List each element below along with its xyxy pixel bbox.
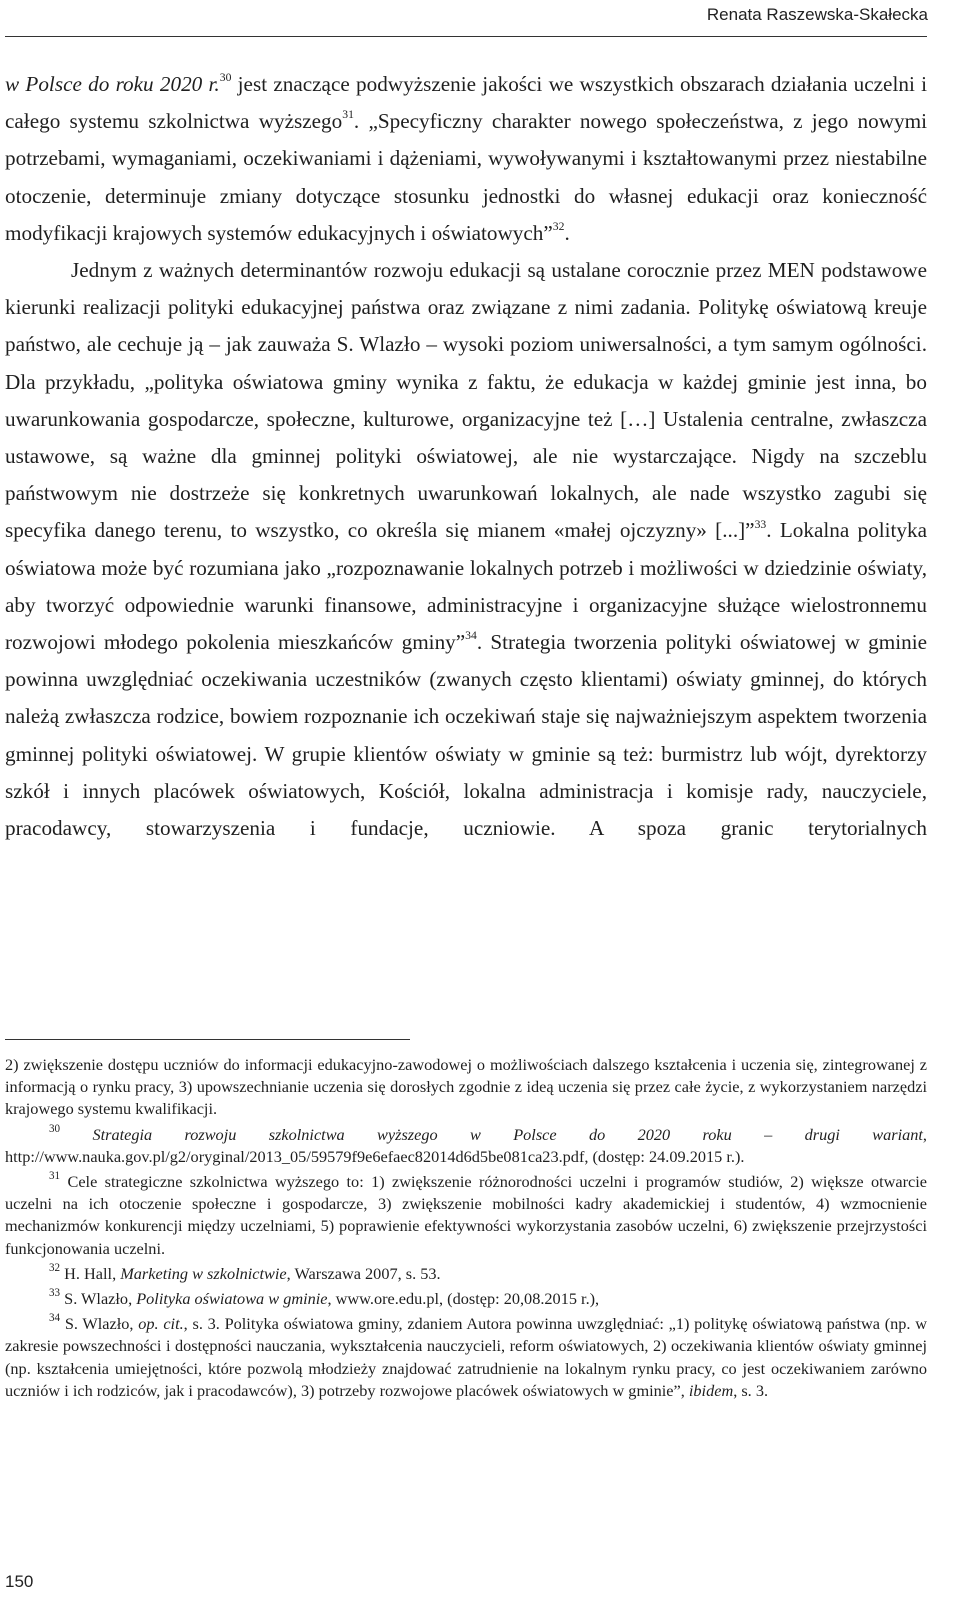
footnote-ref-30[interactable]: 30 <box>219 71 232 85</box>
footnote-34 <box>5 1313 927 1402</box>
footnote-33-title: Polityka oświatowa w gminie <box>136 1289 328 1309</box>
footnote-30 <box>5 1124 927 1168</box>
footnote-31 <box>5 1171 927 1260</box>
paragraph-2-text-c: . Strategia tworzenia polityki oświatowej w gminie powinna uwzględniać oczekiwania uczestników (zwanych często klientami) oświaty gminnej, do których należą zwłaszcza rodzice, bowiem rozpoznanie ich oczekiwań staje się najważniejszym aspektem tworzenia gminnej polityki oświatowej. W grupie klientów oświaty w gminie są też: burmistrz lub wójt, dyrektorzy szkół i innych placówek oświatowych, Kościół, lokalna administracja i komisje rady, nauczyciele, pracodawcy, stowarzyszenia i fundacje, uczniowie. A spoza granic terytorialnych <box>5 630 927 841</box>
footnote-continuation: 2) zwiększenie dostępu uczniów do informacji edukacyjno-zawodowej o możliwościach dalszego kształcenia i uczenia się, zintegrowanej z informacją o rynku pracy, 3) upowszechnianie uczenia się dorosłych zgodnie z ideą uczenia się przez całe życie, z wykorzystaniem narzędzi krajowego systemu kwalifikacji. <box>5 1055 927 1119</box>
footnote-32-title: Marketing w szkolnictwie <box>120 1263 287 1283</box>
paragraph-1-text-a: jest znaczące podwyższenie jakości we wszystkich obszarach działania uczelni i całego systemu szkolnictwa wyższego <box>5 72 927 134</box>
footnote-34-end: , s. 3. <box>733 1380 769 1400</box>
footnote-31-text: Cele strategiczne szkolnictwa wyższego to: 1) zwiększenie różnorodności uczelni i programów studiów, 2) większe otwarcie uczelni na ich otoczenie społeczne i gospodarcze, 3) zwiększenie mobilności kadry akademickiej i studentów, 4) wzmocnienie mechanizmów konkurencji między uczelniami, 5) poprawienie efektywności wykorzystania zasobów uczelni, 6) zwiększenie przejrzystości funkcjonowania uczelni. <box>5 1172 928 1258</box>
footnote-31-number: 31 <box>49 1169 61 1182</box>
running-head-author: Renata Raszewska-Skałecka <box>706 5 928 24</box>
footnote-34-text: , s. 3. Polityka oświatowa gminy, zdaniem Autora powinna uwzględniać: „1) politykę oświatową państwa (np. w zakresie powszechności i dostępności nauczania, wykształcenia nauczycieli, reform oświatowych, 2) oczekiwania klientów oświaty gminnej (np. kształcenia umiejętności, które pozwolą młodzieży znajdować zatrudnienie na lokalnym rynku pracy, co jest oczekiwaniem zarówno uczniów i ich rodziców, jak i pracodawców), 3) potrzeby rozwojowe placówek oświatowych w gminie”, <box>5 1314 927 1400</box>
footnote-33-number: 33 <box>49 1286 61 1299</box>
paragraph-1-text-c: . <box>564 220 570 245</box>
footnote-33 <box>5 1288 927 1310</box>
paragraph-1-text-b: . „Specyficzny charakter nowego społeczeństwa, z jego nowymi potrzebami, wymaganiami, oczekiwaniami i dążeniami, wywoływanymi i kształtowanymi przez niestabilne otoczenie, determinuje zmiany dotyczące stosunku jednostki do własnej edukacji oraz konieczność modyfikacji krajowych systemów edukacyjnych i oświatowych” <box>5 109 927 245</box>
footnote-30-number: 30 <box>49 1122 61 1135</box>
footnote-32-author: H. Hall, <box>64 1263 121 1283</box>
footnote-ref-33[interactable]: 33 <box>754 517 767 531</box>
paragraph-2-text-b: . Lokalna polityka oświatowa może być rozumiana jako „rozpoznawanie lokalnych potrzeb i możliwości w dziedzinie oświaty, aby tworzyć odpowiednie warunki finansowe, administracyjne i organizacyjne służące wielostronnemu rozwojowi młodego pokolenia mieszkańców gminy” <box>5 518 927 655</box>
main-text <box>5 66 927 847</box>
paragraph-1-lead: w Polsce do roku 2020 r. <box>5 72 220 96</box>
page-number: 150 <box>5 1572 34 1591</box>
footnote-34-number: 34 <box>49 1312 61 1325</box>
footnote-ref-32[interactable]: 32 <box>552 220 565 234</box>
paragraph-2-text-a: Jednym z ważnych determinantów rozwoju edukacji są ustalane corocznie przez MEN podstawowe kierunki realizacji polityki edukacyjnej państwa oraz związane z nimi zadania. Politykę oświatową kreuje państwo, ale cechuje ją – jak zauważa S. Wlazło – wysoki poziom uniwersalności, a tym samym ogólności. Dla przykładu, „polityka oświatowa gminy wynika z faktu, że edukacja w każdej gminie jest inna, bo uwarunkowania gospodarcze, społeczne, kulturowe, organizacyjne też […] Ustalenia centralne, zwłaszcza ustawowe, są ważne dla gminnej polityki oświatowej, ale nie wystarczające. Nigdy na szczeblu państwowym nie dostrzeże się konkretnych uwarunkowań lokalnych, ale nade wszystko zagubi się specyfika danego terenu, to wszystko, co określa się mianem «małej ojczyzny» [...]” <box>5 258 927 543</box>
footnote-34-op-cit: op. cit. <box>138 1314 184 1334</box>
footnote-rule <box>5 1039 410 1040</box>
footnotes <box>5 1054 927 1405</box>
footnote-34-author: S. Wlazło, <box>64 1314 139 1334</box>
paragraph-2 <box>5 252 927 847</box>
footnote-33-text: , www.ore.edu.pl, (dostęp: 20,08.2015 r.), <box>327 1289 600 1309</box>
footnote-32-number: 32 <box>49 1261 61 1274</box>
footnote-30-title: Strategia rozwoju szkolnictwa wyższego w Polsce do 2020 roku – drugi wariant <box>92 1124 923 1144</box>
footnote-32 <box>5 1263 927 1285</box>
paragraph-1 <box>5 66 927 252</box>
footnote-34-ibidem: ibidem <box>688 1380 734 1400</box>
footnote-ref-34[interactable]: 34 <box>465 629 477 643</box>
footnote-ref-31[interactable]: 31 <box>342 108 354 122</box>
footnote-30-text: , http://www.nauka.gov.pl/g2/oryginal/2013_05/59579f9e6efaec82014d6d5be081ca23.pdf, (dostęp: 24.09.2015 r.). <box>5 1124 927 1166</box>
footnote-33-author: S. Wlazło, <box>64 1289 137 1309</box>
header-rule <box>5 36 927 37</box>
footnote-32-text: , Warszawa 2007, s. 53. <box>286 1263 441 1283</box>
